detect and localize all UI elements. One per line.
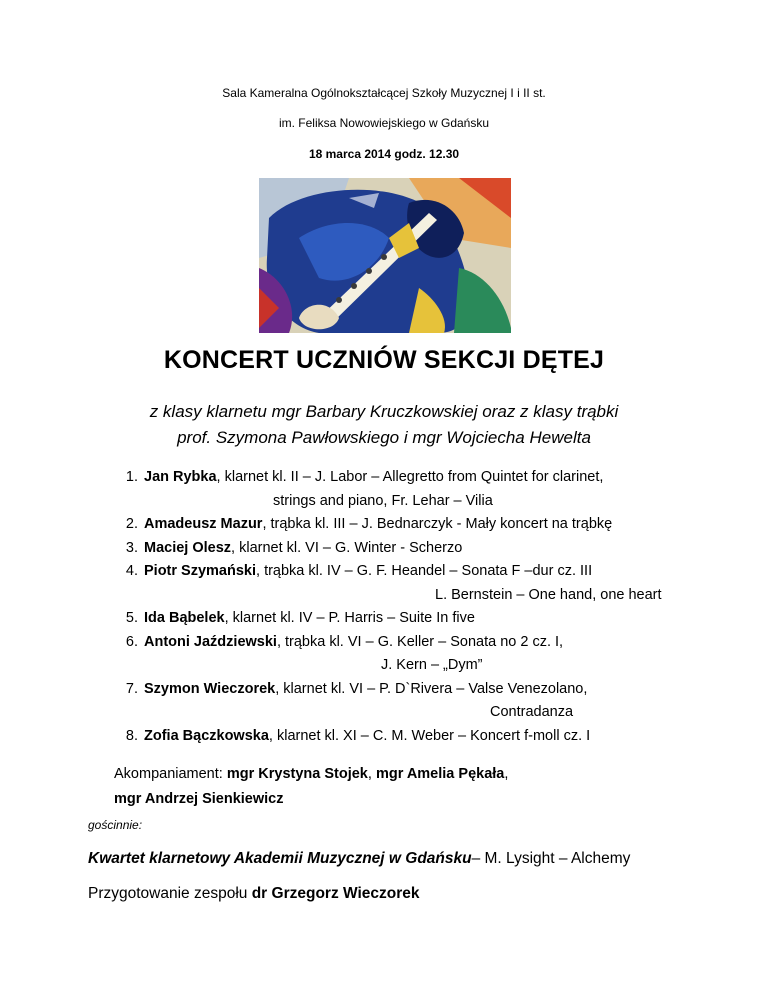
performer-name: Antoni Jaździewski [144,633,277,650]
performer-name: Piotr Szymański [144,563,257,579]
program-item-number: 1. [125,469,138,485]
program-item [114,560,714,584]
performance-details: , trąbka kl. III – J. Bednarczyk - Mały koncert na trąbkę [262,516,613,532]
performer-name: Jan Rybka [144,469,217,485]
preparation-label: Przygotowanie zespołu [88,885,252,902]
performer-name: Zofia Bączkowska [144,727,269,744]
separator: , [504,766,509,782]
performance-details: , klarnet kl. II – J. Labor – Allegretto from Quintet for clarinet, [216,469,604,485]
program-item-number: 2. [125,516,138,532]
program-item-number: 8. [125,727,138,744]
program-item [114,537,714,561]
program-item-number: 5. [125,610,138,626]
subtitle-line-1: z klasy klarnetu mgr Barbary Kruczkowskiej oraz z klasy trąbki [149,402,619,421]
accompanist-2: mgr Amelia Pękała [375,766,505,782]
accompaniment-label: Akompaniament: [114,766,227,782]
program-item [114,725,714,749]
performance-details: , klarnet kl. XI – C. M. Weber – Koncert f-moll cz. I [268,727,591,744]
performer-name: Amadeusz Mazur [144,516,263,532]
performance-details-continued: J. Kern – „Dym” [381,657,483,673]
accompaniment [114,762,508,812]
subtitle-line-2: prof. Szymona Pawłowskiego i mgr Wojciecha Hewelta [177,428,591,447]
guest-label: gościnnie: [88,818,143,832]
performance-details: , klarnet kl. VI – G. Winter - Scherzo [231,539,463,556]
accompanist-3: mgr Andrzej Sienkiewicz [114,791,284,807]
performance-details-continued: Contradanza [490,704,574,720]
program-item-number: 7. [125,680,138,697]
quartet-piece: – M. Lysight – Alchemy [471,850,631,867]
program-item [114,607,714,631]
preparation-name: dr Grzegorz Wieczorek [251,885,420,902]
program-item-number: 6. [125,633,138,650]
program-item [114,466,714,490]
program-item-number: 4. [125,563,138,579]
guest-quartet [88,850,630,868]
performer-name: Szymon Wieczorek [144,680,276,697]
performance-details: , klarnet kl. IV – P. Harris – Suite In five [224,610,475,626]
program-item-number: 3. [125,539,138,556]
venue-patron-line: im. Feliksa Nowowiejskiego w Gdańsku [278,116,490,130]
preparation [88,885,420,903]
trumpet-player-illustration [259,178,511,333]
performer-name: Ida Bąbelek [144,610,225,626]
performer-name: Maciej Olesz [144,539,232,556]
quartet-name: Kwartet klarnetowy Akademii Muzycznej w Gdańsku [88,850,472,867]
performance-details-continued: strings and piano, Fr. Lehar – Vilia [273,492,493,509]
performance-details-continued: L. Bernstein – One hand, one heart [435,586,662,603]
concert-datetime: 18 marca 2014 godz. 12.30 [308,147,460,161]
separator: , [367,766,376,782]
accompanist-1: mgr Krystyna Stojek [226,766,368,782]
performance-details: , trąbka kl. VI – G. Keller – Sonata no 2 cz. I, [276,633,564,650]
program-item [114,631,714,655]
concert-title: KONCERT UCZNIÓW SEKCJI DĘTEJ [163,346,605,374]
venue-line: Sala Kameralna Ogólnokształcącej Szkoły Muzycznej I i II st. [222,86,546,100]
program-item [114,513,714,537]
performance-details: , klarnet kl. VI – P. D`Rivera – Valse Venezolano, [275,680,588,697]
program-item [114,678,714,702]
program-list [114,466,714,748]
performance-details: , trąbka kl. IV – G. F. Heandel – Sonata F –dur cz. III [256,563,593,579]
